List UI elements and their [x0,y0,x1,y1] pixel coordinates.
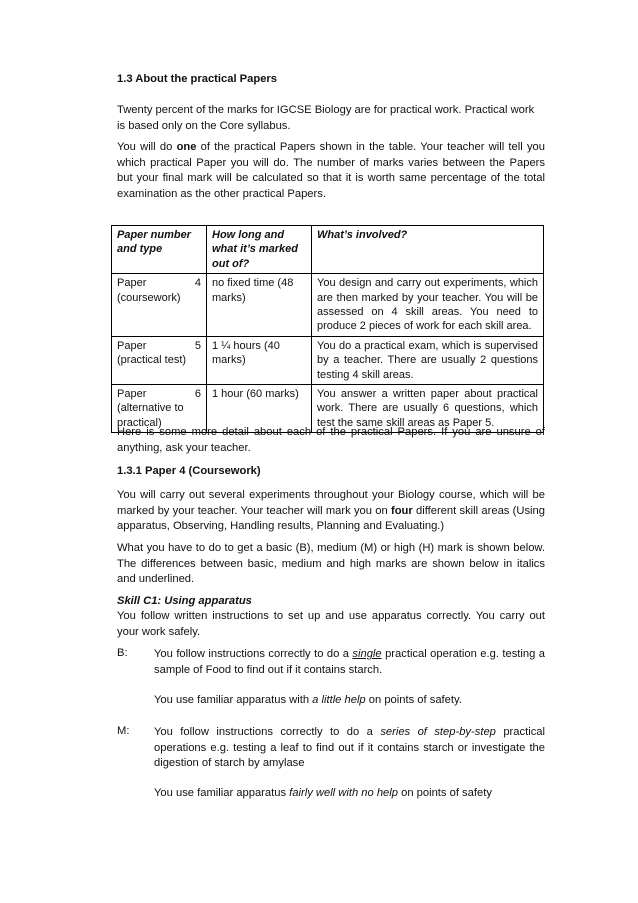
table-header-row [112,226,544,274]
b1-a: You follow instructions correctly to do a [154,648,353,660]
paper-type: (coursework) [117,291,181,304]
paper-word: Paper [117,388,147,401]
coursework-bold: four [390,504,413,517]
b1-b: practical operation e.g. testing a sample of Food to find out if it contains starch. [154,648,545,676]
table-row [112,274,544,337]
header-paper: Paper number and type [112,226,207,274]
m2-b: on points of safety [398,786,492,799]
skill-description: You follow written instructions to set up and use apparatus correctly. You carry out your work safely. [117,610,545,638]
paper-cell [112,274,207,337]
section-heading-wrap [117,72,545,87]
m1-a: You follow instructions correctly to do a [154,726,381,738]
skill-heading: Skill C1: Using apparatus [117,595,252,607]
papers-paragraph-b: of the practical Papers shown in the table. Your teacher will tell you which practical Paper you will do. The number of marks varies between the Papers but your final mark will be calculated so that it is worth same percentage of the total examination as the other practical Papers. [117,141,546,200]
paper-word: Paper [117,277,147,290]
section-heading: 1.3 About the practical Papers [117,73,277,85]
papers-paragraph-bold: one [176,141,197,153]
skill-wrap [117,594,545,640]
subsection-heading: 1.3.1 Paper 4 (Coursework) [117,465,261,477]
m1-b: practical operations e.g. testing a leaf to find out if it contains starch or investigate the digestion of starch by amylase [154,726,545,770]
papers-paragraph [117,140,545,202]
m1-emphasis: series of step-by-step [380,726,496,738]
involved-cell: You answer a written paper about practical work. There are usually 6 questions, which test the same skill areas as Paper 5. [312,385,544,433]
header-involved: What’s involved? [312,226,544,274]
table-row [112,336,544,384]
b2-emphasis: a little help [312,694,366,707]
level-m-text-1 [154,725,545,772]
b1-emphasis: single [352,648,382,660]
marks-paragraph-wrap [117,541,545,588]
more-detail-paragraph: Here is some more detail about each of the practical Papers. If you are unsure of anything, ask your teacher. [117,426,545,454]
m2-a: You use familiar apparatus [154,786,290,799]
level-m-wrap [117,725,545,801]
involved-cell: You design and carry out experiments, which are then marked by your teacher. You will be assessed on 4 skill areas. You need to produce 2 pieces of work for each skill area. [312,274,544,337]
more-detail-wrap [117,425,545,456]
paper-type: (practical test) [117,354,187,367]
m2-emphasis: fairly well with no help [289,786,398,799]
coursework-paragraph [117,488,545,535]
level-b-label: B: [117,647,128,659]
level-b-text-2 [154,693,545,709]
level-b-text-1 [154,647,545,678]
papers-paragraph-a: You will do [117,141,177,153]
b2-b: on points of safety. [365,694,462,707]
involved-cell: You do a practical exam, which is supervised by a teacher. There are usually 2 questions testing 4 skill areas. [312,336,544,384]
paper-number: 5 [194,339,201,352]
papers-paragraph-wrap [117,140,545,202]
header-duration: How long and what it’s marked out of? [207,226,312,274]
paper-number: 6 [194,388,201,401]
duration-cell: 1 hour (60 marks) [207,385,312,433]
b2-a: You use familiar apparatus with [154,694,313,707]
practical-papers-table [111,225,544,433]
paper-cell [112,336,207,384]
duration-cell: no fixed time (48 marks) [207,274,312,337]
marks-paragraph: What you have to do to get a basic (B), medium (M) or high (H) mark is shown below. The differences between basic, medium and high marks are shown below in italics and underlined. [117,542,545,586]
duration-cell: 1 ¼ hours (40 marks) [207,336,312,384]
intro-paragraph: Twenty percent of the marks for IGCSE Biology are for practical work. Practical work is based only on the Core syllabus. [117,104,535,132]
intro-paragraph-wrap [117,103,545,134]
level-b-wrap [117,647,545,709]
coursework-a: You will carry out several experiments throughout your Biology course, which will be marked by your teacher. Your teacher will mark you on [117,489,545,517]
level-m-label: M: [117,725,130,737]
paper-type: (alternative to practical) [117,402,184,429]
coursework-paragraph-wrap [117,488,545,535]
paper-number: 4 [194,277,201,290]
coursework-b: different skill areas (Using apparatus, Observing, Handling results, Planning and Evaluating.) [117,504,545,533]
paper-word: Paper [117,339,147,352]
subsection-heading-wrap [117,464,545,479]
level-m-text-2 [154,786,545,802]
